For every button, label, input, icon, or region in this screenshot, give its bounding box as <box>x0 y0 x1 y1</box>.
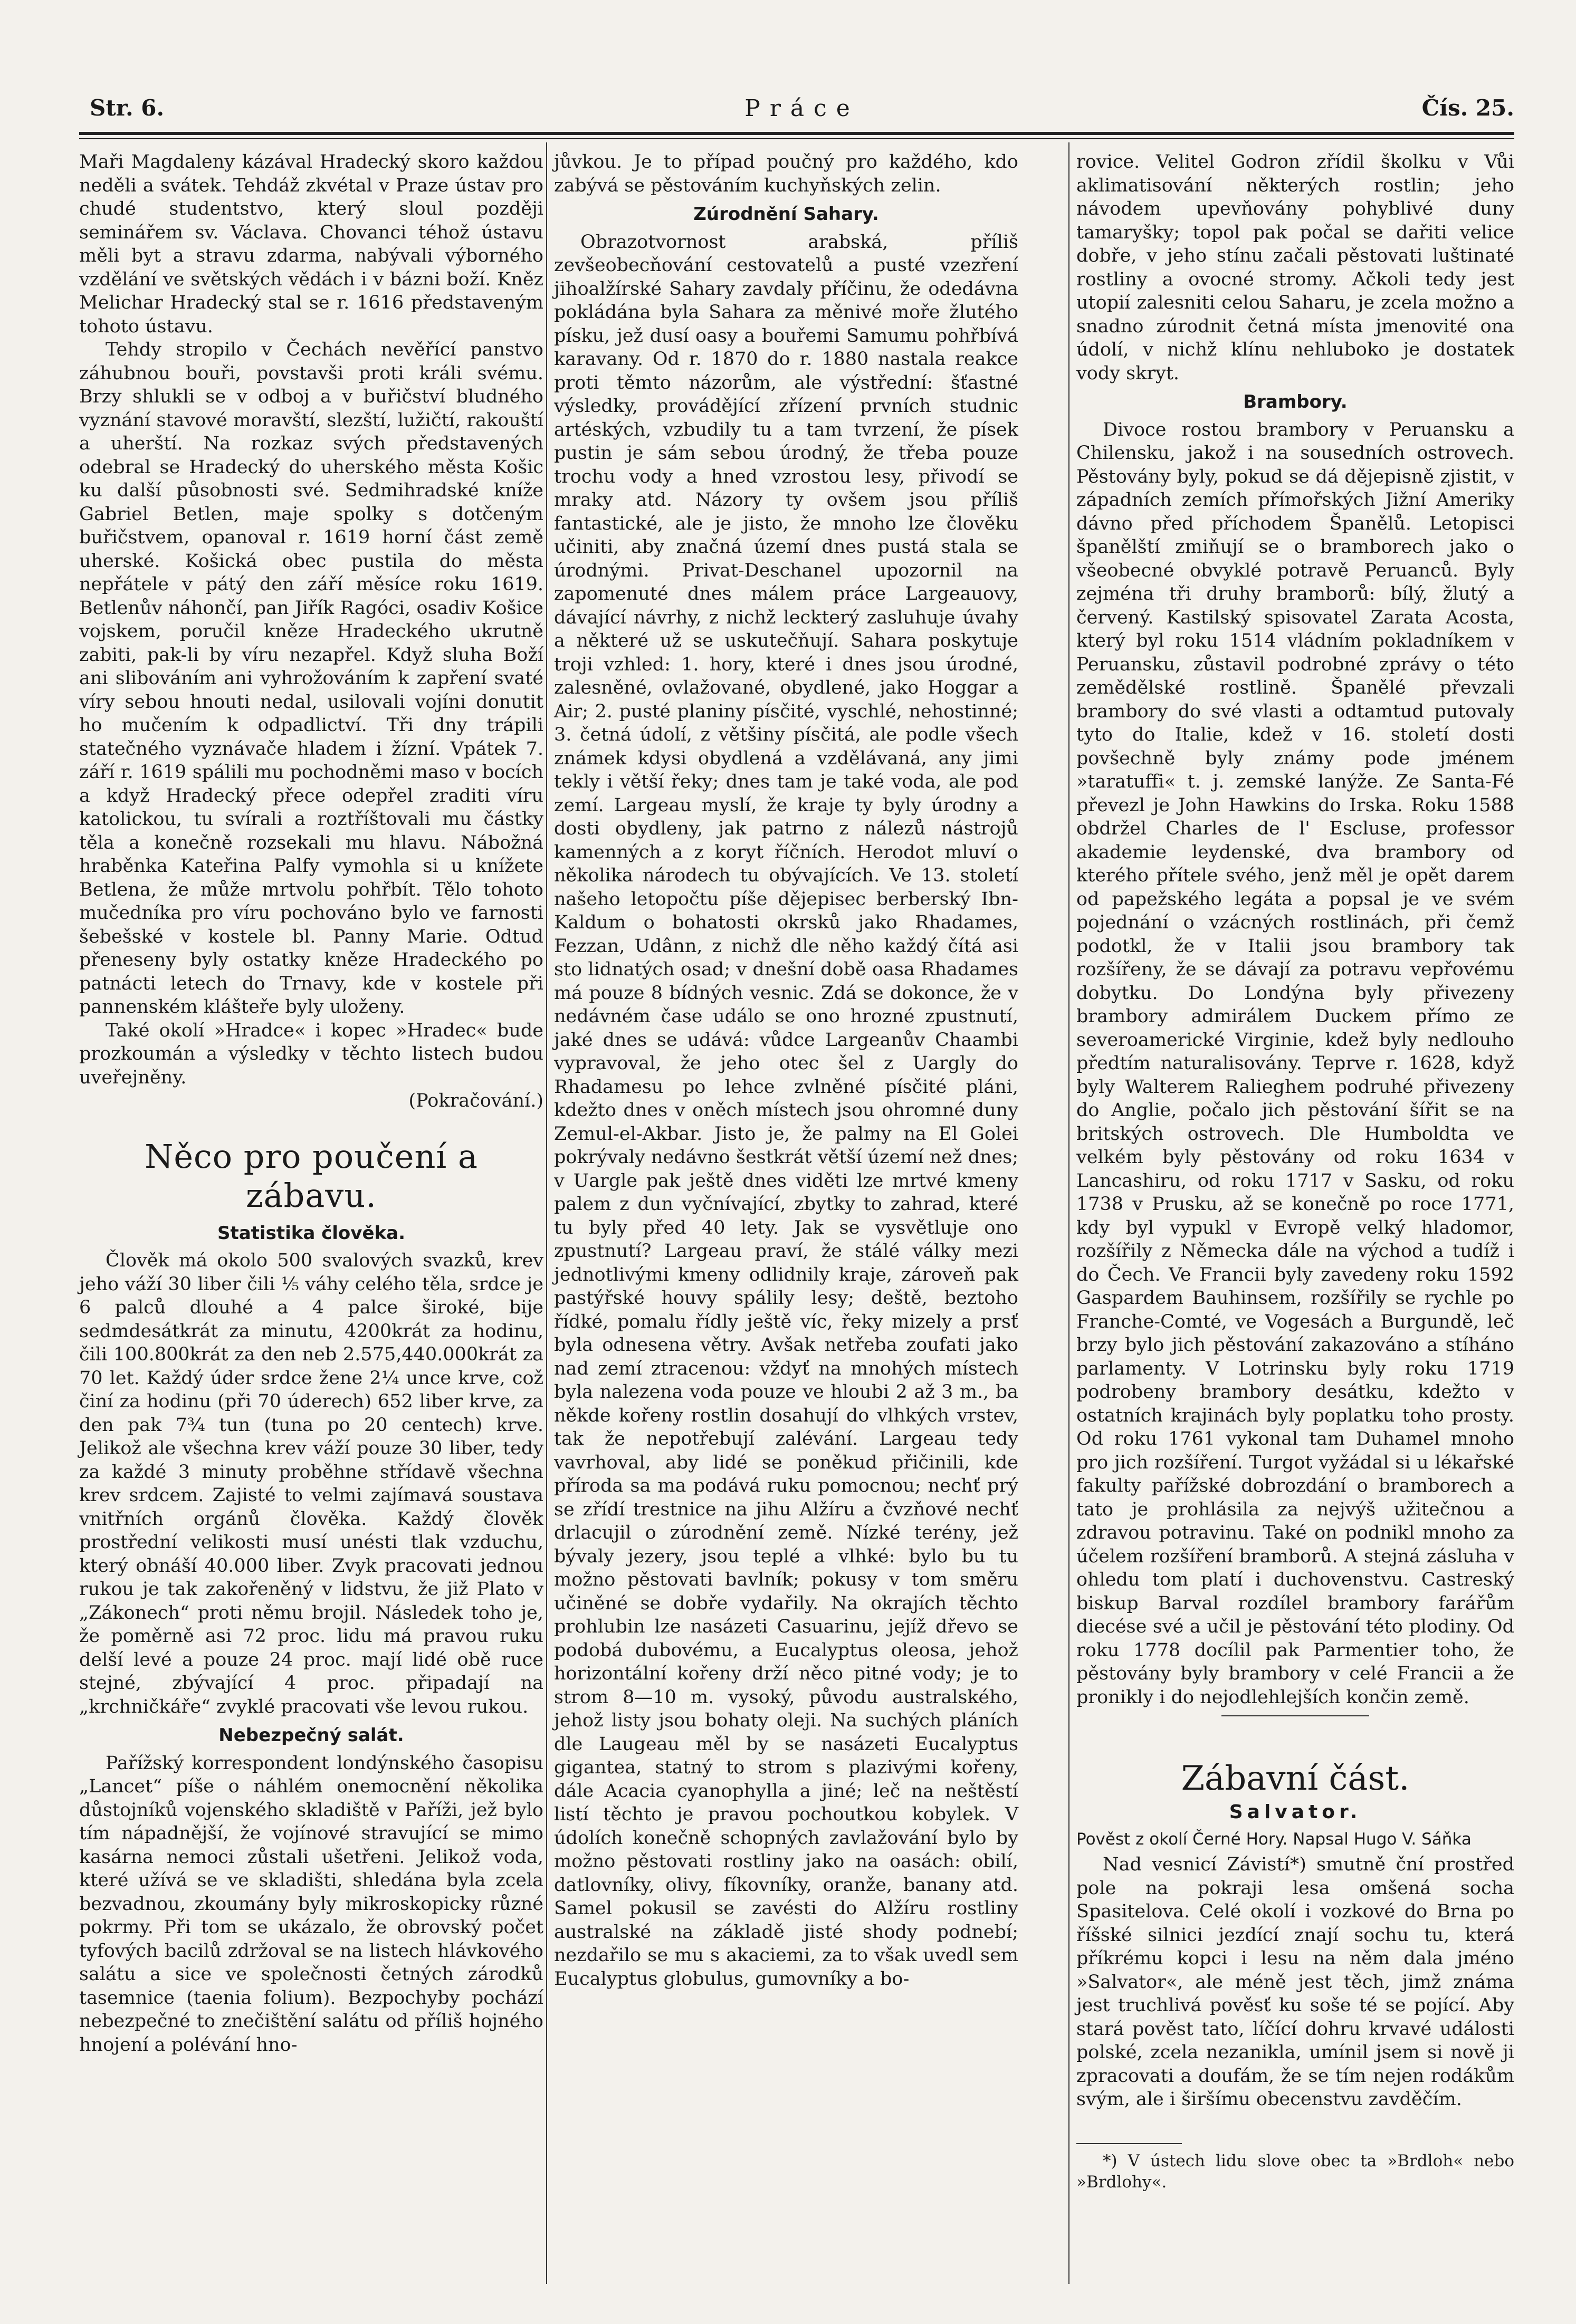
newspaper-title: Práce <box>744 95 859 122</box>
column-2 <box>554 150 1018 1991</box>
story-byline: Pověst z okolí Černé Hory. Napsal Hugo V. Sáňka <box>1076 1829 1472 1849</box>
sahara-paragraph: Obrazotvornost arabská, příliš zevšeobecňování cestovatelů a pusté vzezření jihoalžírské Sahary zavdaly příčinu, že odedávna pokládána byla Sahara za měnivé moře žlutého písku, jež dusí oasy a bouřemi Samumu pohřbívá karavany. Od r. 1870 do r. 1880 nastala reakce proti těmto názorům, ale výstřední: šťastné výsledky, provádějící zřízení prvních studnic artéských, vzbudily tu a tam tvrzení, že písek pustin je sám sebou úrodný, že třeba pouze trochu vody a hned vzrostou lesy, přivodí se mraky atd. Názory ty ovšem jsou příliš fantastické, ale je jisto, že mnoho lze člověku učiniti, aby značná území dnes pustá stala se úrodnými. Privat-Deschanel upozornil na zapomenuté dnes málem práce Largeauovy, dávající návrhy, z nichž leckterý zasluhuje úvahy a některé už se uskutečňují. Sahara poskytuje troji vzhled: 1. hory, které i dnes jsou úrodné, zalesněné, ovlažované, obydlené, jako Hoggar a Air; 2. pusté planiny písčité, vyschlé, nehostinné; 3. četná údolí, z většiny písčitá, ale podle všech známek kdysi obydlená a vzdělávaná, any jimi tekly i větší řeky; dnes tam je také voda, ale pod zemí. Largeau myslí, že kraje ty byly úrodny a dosti obydleny, jak patrno z nálezů nástrojů kamenných a z koryt říčních. Herodot mluví o několika národech tu obývajících. Ve 13. století našeho letopočtu píše dějepisec berberský Ibn-Kaldum o bohatosti okrsků jako Rhadames, Fezzan, Udânn, z nichž dle něho každý čítá asi sto lidnatých osad; v dnešní době oasa Rhadames má pouze 8 bídných vesnic. Zdá se dokonce, že v nedávném čase událo se ono hrozné zpustnutí, jaké dnes se udává: vůdce Largeanův Chaambi vypravoval, že jeho otec šel z Uargly do Rhadamesu po lehce zvlněné písčité pláni, kdežto dnes v oněch místech jsou ohromné duny Zemul-el-Akbar. Jisto je, že palmy na El Golei pokrývaly nedávno šestkrát větší území než dnes; v Uargle pak ještě dnes viděti lze mrtvé kmeny palem z dun vyčnívající, zbytky to zahrad, které tu byly před 40 lety. Jak se vysvětluje ono zpustnutí? Largeau praví, že stálé války mezi jednotlivými kmeny odlidnily kraje, zároveň pak pastýřské houvy spálily lesy; deště, beztoho řídké, pomalu řídly ještě víc, řeky mizely a prsť byla odnesena větry. Avšak netřeba zoufati jako nad zemí ztracenou: vždyť na mnohých místech byla nalezena voda pouze ve hloubi 2 až 3 m., ba někde kořeny rostlin dosahují do vlhkých vrstev, tak že nepotřebují zalévání. Largeau tedy vavrhoval, aby lidé se poněkud přičinili, kde příroda sa ma podává ruku pomocnou; nechť prý se zřídí trestnice na jihu Alžíru a čvzňové nechť drlacujil o zúrodnění země. Nízké terény, jež bývaly jezery, jsou teplé a vlhké: bylo bu tu možno pěstovati bavlník; pokusy v tom směru učiněné se dobře vydařily. Na okrajích těchto prohlubin lze nasázeti Casuarinu, jejíž dřevo se podobá dubovému, a Eucalyptus oleosa, jehož horizontální kořeny drží něco pitné vody; je to strom 8—10 m. vysoký, původu australského, jehož listy jsou bohaty oleji. Na suchých pláních dle Laugeau měl by se nasázeti Eucalyptus gigantea, statný to strom s plazivými kořeny, dále Acacia cyanophylla a jiné; leč na neštěstí listí těchto je pravou pochoutkou kobylek. V údolích konečně schopných zavlažování bylo by možno pěstovati rostliny jako na oasách: obilí, datlovníky, olivy, fíkovníky, oranže, banany atd. Samel pokusil se zavésti do Alžíru rostliny australské na základě jisté shody podnebí; nezdařilo se mu s akaciemi, za to však uvedl sem Eucalyptus globulus, gumovníky a bo- <box>554 231 1018 1990</box>
story-title: Salvator. <box>1229 1801 1362 1823</box>
footnote-rule <box>1076 2143 1182 2144</box>
sahara-paragraph-end: rovice. Velitel Godron zřídil školku v Vůi aklimatisování některých rostlin; jeho návodem upevňovány pohyblivé duny tamaryšky; topol pak počal se dařiti velice dobře, v jeho stínu začali pěstovati luštinaté rostliny a ovocné stromy. Ačkoli tedy jest utopií zalesniti celou Saharu, je zcela možno a snadno zúrodnit četná místa jmenovité ona údolí, v nichž klínu nehluboko je dostatek vody skryt. <box>1076 151 1514 384</box>
header-rule-thin <box>79 138 1514 139</box>
salad-paragraph-end: jůvkou. Je to případ poučný pro každého, kdo zabývá se pěstováním kuchyňských zelin. <box>554 151 1018 196</box>
column-divider-1 <box>546 142 547 2284</box>
header-rule <box>79 132 1514 135</box>
column-1 <box>79 150 543 2057</box>
footnote: *) V ústech lidu slove obec ta »Brdloh« nebo »Brdlohy«. <box>1076 2151 1514 2192</box>
salad-paragraph: Pařížský korrespondent londýnského časopisu „Lancet“ píše o náhlém onemocnění několika důstojníků vojenského skladiště v Paříži, jež bylo tím nápadnější, že vojínové stravující se mimo kasárna nemoci zůstali ušetřeni. Jelikož voda, které užívá se ve skladišti, shledána byla zcela bezvadnou, zkoumány byly mikroskopicky různé pokrmy. Při tom se ukázalo, že obrovský počet tyfových bacilů zdržoval se na listech hlávkového salátu a sice ve společnosti četných zárodků tasemnice (taenia folium). Bezpochyby pochází nebezpečné to znečištění salátu od příliš hojného hnojení a polévání hno- <box>79 1752 543 2056</box>
subheading-salad: Nebezpečný salát. <box>218 1725 404 1746</box>
section-divider <box>1221 1715 1369 1716</box>
column-divider-2 <box>1068 142 1069 2284</box>
statistics-paragraph: Člověk má okolo 500 svalových svazků, krev jeho váží 30 liber čili ⅕ váhy celého těla, srdce je 6 palců dlouhé a 4 palce široké, bije sedmdesátkrát za minutu, 4200krát za hodinu, čili 100.800krát za den neb 2.575,440.000krát za 70 let. Každý úder srdce žene 2¼ unce krve, což činí za hodinu (při 70 úderech) 652 liber krve, za den pak 7¾ tun (tuna po 20 centech) krve. Jelikož ale všechna krev váží pouze 30 liber, tedy za každé 3 minuty proběhne střídavě všechna krev srdcem. Zajisté to velmi zajímavá soustava vnitřních orgánů člověka. Každý člověk prostřední velikosti musí unésti tlak vzduchu, který obnáší 40.000 liber. Zvyk pracovati jednou rukou je tak zakořeněný v lidstvu, že již Plato v „Zákonech“ proti němu brojil. Následek toho je, že poměrně asi 72 proc. lidu má pravou ruku delší levé a pouze 24 proc. mají lidé obě ruce stejné, zbývající 4 proc. připadají na „krchničkáře“ zvyklé pracovati vše levou rukou. <box>79 1250 543 1717</box>
article-hradecky-paragraph-3: Také okolí »Hradce« i kopec »Hradec« bude prozkoumán a výsledky v těchto listech budou uveřejněny. <box>79 1020 543 1088</box>
page-number: Str. 6. <box>90 95 165 121</box>
issue-number: Čís. 25. <box>1421 95 1514 121</box>
article-hradecky-paragraph-2: Tehdy stropilo v Čechách nevěřící panstvo záhubnou bouři, povstavši proti králi svému. Brzy shlukli se v odboj a v buřičství bludného vyznání stavové moravští, slezští, lužičtí, rakouští a uherští. Na rozkaz svých představených odebral se Hradecký do uherského města Košic ku další působnosti své. Sedmihradské kníže Gabriel Betlen, maje spolky s dotčeným buřičstvem, opanoval r. 1619 horní část země uherské. Košická obec pustila do města nepřátele v pátý den září měsíce roku 1619. Betlenův náhončí, pan Jiřík Ragóci, osadiv Košice vojskem, poručil kněze Hradeckého ukrutně zabiti, pak-li by víru nezapřel. Když sluha Boží ani slibováním ani vyhrožováním k zapření svaté víry sebou hnouti nedal, usilovali vojíni donutit ho mučením k odpadlictví. Tři dny trápili statečného vyznávače hladem i žízní. Vpátek 7. září r. 1619 spálili mu pochodněmi maso v bocích a když Hradecký přece odepřel zraditi víru katolickou, tu svírali a roztříštovali mu částky těla a konečně rozsekali mu hlavu. Nábožná hraběnka Kateřina Palfy vymohla si u knížete Betlena, že může mrtvolu pohřbít. Tělo tohoto mučedníka pro víru pochováno bylo ve farnosti šebešské v kostele bl. Panny Marie. Odtud přeneseny byly ostatky kněze Hradeckého po patnácti letech do Trnavy, kde v kostele při pannenském klášteře byly uloženy. <box>79 339 543 1017</box>
section-heading-useful: Něco pro poučení a zábavu. <box>145 1137 478 1215</box>
story-paragraph: Nad vesnicí Závistí*) smutně ční prostřed pole na pokraji lesa omšená socha Spasitelova. Celé okolí i vozkové do Brna po říšské silnici jezdící znají sochu tu, která příkrému kopci i lesu na něm dala jméno »Salvator«, ale méně jest těch, jimž známa jest truchlivá pověsť ku soše té se pojící. Aby stará pověst tato, líčící dohru krvavé události polské, zcela nezanikla, umínil jsem si nově ji zpracovati a doufám, že se tím nejen rodákům svým, ale i širšímu obecenstvu zavděčím. <box>1076 1854 1514 2110</box>
section-heading-entertainment: Zábavní část. <box>1181 1759 1410 1798</box>
article-hradecky-paragraph-1: Maři Magdaleny kázával Hradecký skoro každou neděli a svátek. Tehdáž zkvétal v Praze ústav pro chudé studentstvo, který sloul později seminářem sv. Václava. Chovanci téhož ústavu měli byt a stravu zdarma, nabývali výborného vzdělání ve světských vědách i v bázni boží. Kněz Melichar Hradecký stal se r. 1616 představeným tohoto ústavu. <box>79 151 543 337</box>
subheading-sahara: Zúrodnění Sahary. <box>693 204 879 225</box>
continuation-note: (Pokračování.) <box>408 1090 543 1111</box>
subheading-statistics: Statistika člověka. <box>217 1222 405 1244</box>
page-header <box>90 95 1514 132</box>
column-3 <box>1076 150 1514 2193</box>
subheading-potatoes: Brambory. <box>1243 391 1348 412</box>
potatoes-paragraph: Divoce rostou brambory v Peruansku a Chilensku, jakož i na sousedních ostrovech. Pěstovány byly, pokud se dá dějepisně zjistit, v západních zemích přímořských Jižní Ameriky dávno před příchodem Španělů. Letopisci španělští zmiňují se o bramborech jako o všeobecné obvyklé potravě Peruanců. Byly zejména tři druhy bramborů: bílý, žlutý a červený. Kastilský spisovatel Zarata Acosta, který byl roku 1514 vládním pokladníkem v Peruansku, zůstavil podrobné zprávy o této zemědělské rostlině. Španělé převzali brambory do své vlasti a odtamtud putovaly tyto do Italie, kdež v 16. století dosti povšechně byly známy pode jménem »taratuffi« t. j. zemské lanýže. Ze Santa-Fé převezl je John Hawkins do Irska. Roku 1588 obdržel Charles de l' Escluse, professor akademie leydenské, dva brambory od kterého přítele svého, jenž měl je opět darem od papežského legáta a popsal je ve svém pojednání o vzácných rostlinách, při čemž podotkl, že v Italii jsou brambory tak rozšířeny, že se dávají za potravu vepřovému dobytku. Do Londýna byly přivezeny brambory admirálem Duckem přímo ze severoamerické Virginie, kdež byly nedlouho předtím naturalisovány. Teprve r. 1628, když byly Walterem Ralieghem podruhé přivezeny do Anglie, počalo jich pěstování šířit se na britských ostrovech. Dle Humboldta ve velkém byly pěstovány od roku 1634 v Lancashiru, od roku 1717 v Sasku, od roku 1738 v Prusku, až se konečně po roce 1771, kdy byl vypukl v Evropě velký hladomor, rozšířily z Německa dále na východ a tudíž i do Čech. Ve Francii byly zavedeny roku 1592 Gaspardem Bauhinsem, rozšířily se rychle po Franche-Comté, ve Vogesách a Burgundě, leč brzy bylo jich pěstování zakazováno a stíháno parlamenty. V Lotrinsku byly roku 1719 podrobeny brambory desátku, kdežto v ostatních krajinách byly poplatku toho prosty. Od roku 1761 vykonal tam Duhamel mnoho pro jich rozšíření. Turgot vyžádal si u lékařské fakulty pařížské dobrozdání o bramborech a tato je prohlásila za nejvýš užitečnou a zdravou potravinu. Také on podnikl mnoho za účelem rozšíření bramborů. A stejná zásluha v ohledu tom platí i duchovenstvu. Castreský biskup Barval rozdílel brambory farářům diecése své a učil je pěstování této plodiny. Od roku 1778 docílil pak Parmentier toho, že pěstovány byly brambory v celé Francii a že pronikly i do nejodlehlejších končin země. <box>1076 419 1514 1708</box>
